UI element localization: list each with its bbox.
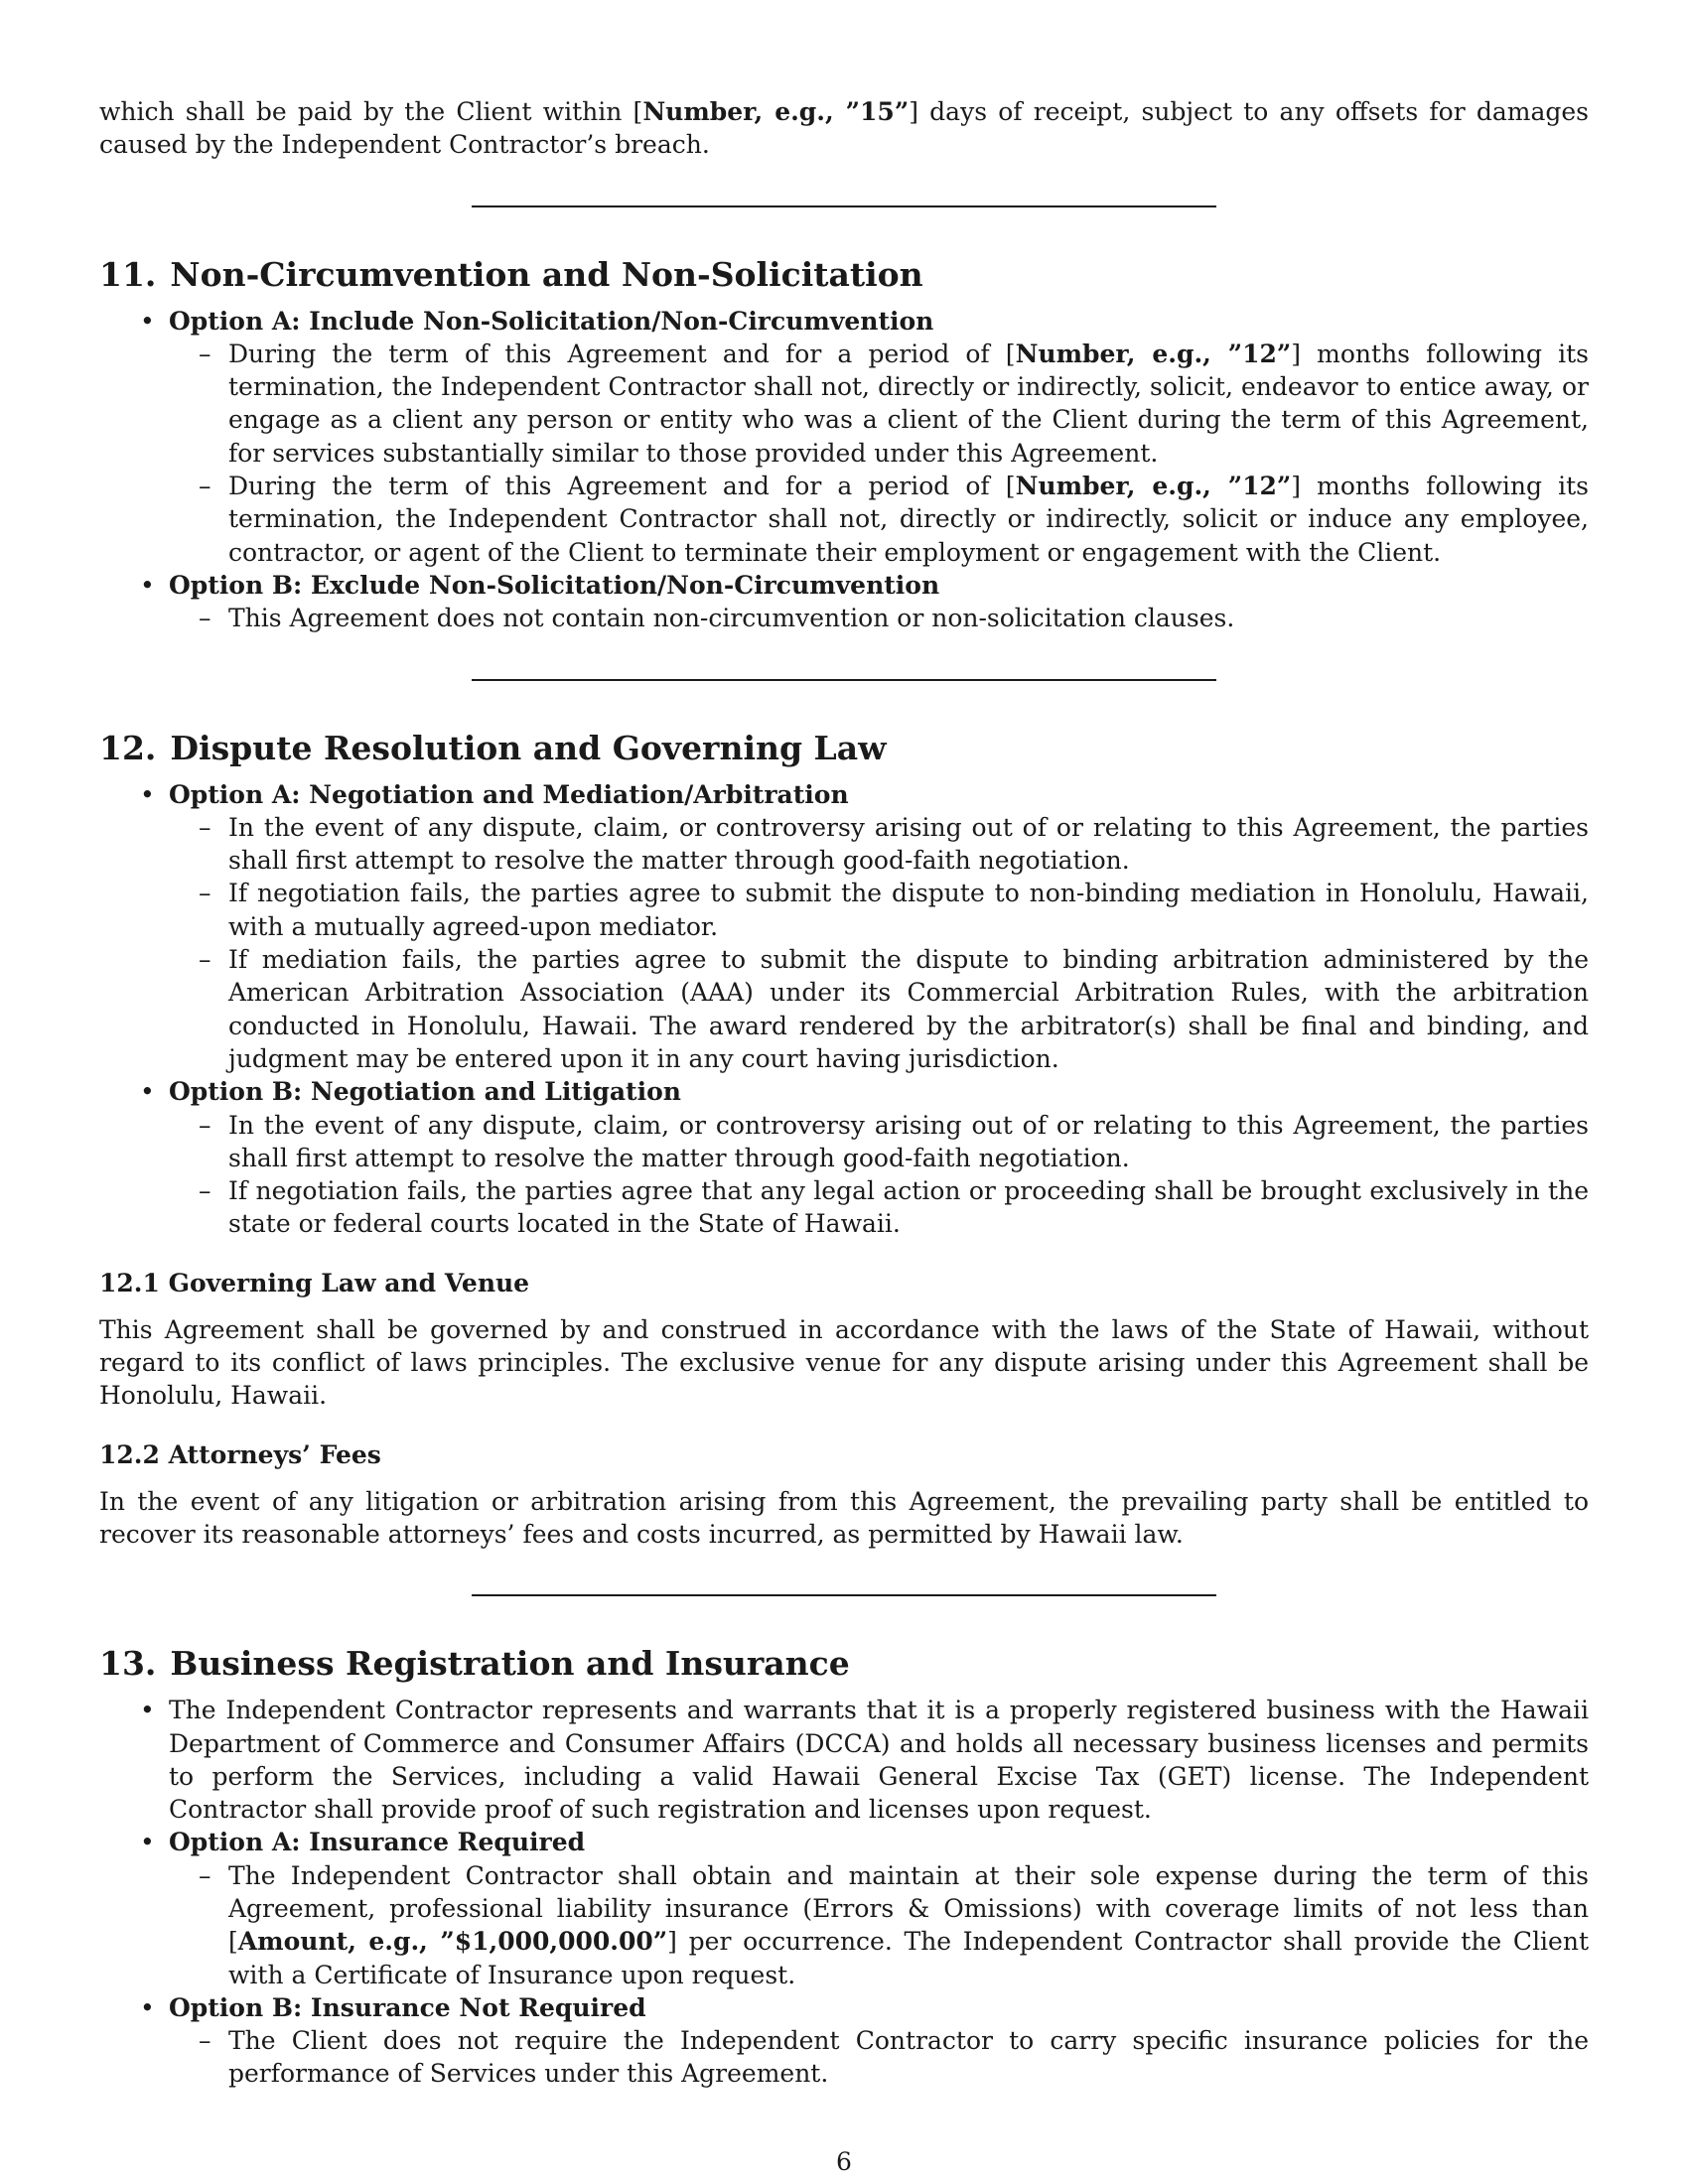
sub-list-item: [228, 1859, 1589, 1991]
section-number: 11.: [99, 254, 157, 294]
text: During the term of this Agreement and for a period of [: [228, 339, 1016, 368]
section-11-list: [99, 305, 1589, 635]
sub-list: [169, 811, 1589, 1075]
sub-list-item: – If mediation fails, the parties agree to submit the dispute to binding arbitration administered by the American Arbitration Association (AAA) under its Commercial Arbitration Rules, with the arbitration conducted in Honolulu, Hawaii. The award rendered by the arbitrator(s) shall be final and binding, and judgment may be entered upon it in any court having jurisdiction.: [228, 943, 1589, 1075]
option-label: Option A: Include Non-Solicitation/Non-Circumvention: [169, 306, 934, 336]
option-label: Option B: Negotiation and Litigation: [169, 1077, 681, 1107]
option-label: Option B: Exclude Non-Solicitation/Non-Circumvention: [169, 570, 940, 600]
section-13-list: [99, 1694, 1589, 2091]
subsection-12-1-text: This Agreement shall be governed by and construed in accordance with the laws of the State of Hawaii, without regard to its conflict of laws principles. The exclusive venue for any dispute arising under this Agreement shall be Honolulu, Hawaii.: [99, 1314, 1589, 1411]
sub-list-item: [228, 338, 1589, 470]
sub-list-item: [228, 470, 1589, 569]
text: The Independent Contractor shall obtain and maintain at their sole expense during the term of this Agreement, professional liability insurance (Errors & Omissions) with coverage limits of not less than [: [228, 1860, 1589, 1957]
text: During the term of this Agreement and for a period of [: [228, 472, 1016, 501]
subsection-12-2-text: In the event of any litigation or arbitration arising from this Agreement, the prevailing party shall be entitled to recover its reasonable attorneys’ fees and costs incurred, as permitted by Hawaii law.: [99, 1486, 1589, 1549]
placeholder: Number, e.g., ”12”: [1015, 472, 1292, 501]
list-item: • The Independent Contractor represents and warrants that it is a properly registered business with the Hawaii Department of Commerce and Consumer Affairs (DCCA) and holds all necessary business licenses and permits to perform the Services, including a valid Hawaii General Excise Tax (GET) license. The Independent Contractor shall provide proof of such registration and licenses upon request.: [169, 1694, 1589, 1826]
list-item: [169, 569, 1589, 635]
document-page: [99, 95, 1589, 2091]
option-label: Option A: Insurance Required: [169, 1828, 586, 1857]
sub-list: [169, 338, 1589, 569]
list-item: [169, 305, 1589, 569]
section-title: Non-Circumvention and Non-Solicitation: [170, 254, 923, 294]
section-title: Business Registration and Insurance: [170, 1644, 850, 1684]
section-divider: [472, 679, 1216, 681]
section-number: 13.: [99, 1644, 157, 1684]
section-12-list: [99, 778, 1589, 1241]
sub-list-item: – In the event of any dispute, claim, or controversy arising out of or relating to this Agreement, the parties shall first attempt to resolve the matter through good-faith negotiation.: [228, 811, 1589, 878]
list-item: [169, 1826, 1589, 1990]
option-label: Option A: Negotiation and Mediation/Arbitration: [169, 779, 849, 809]
subsection-12-1-heading: 12.1 Governing Law and Venue: [99, 1268, 530, 1297]
text: ] per occurrence. The Independent Contractor shall provide the Client with a Certificate of Insurance upon request.: [228, 1927, 1589, 1989]
intro-text-2: ] days of receipt, subject to any offsets for damages caused by the Independent Contractor’s breach.: [99, 97, 1589, 160]
list-item: [169, 1075, 1589, 1240]
section-divider: [472, 1594, 1216, 1596]
intro-paragraph: [99, 95, 1589, 162]
sub-list-item: – This Agreement does not contain non-circumvention or non-solicitation clauses.: [228, 602, 1589, 634]
sub-list-item: – The Client does not require the Independent Contractor to carry specific insurance policies for the performance of Services under this Agreement.: [228, 2024, 1589, 2091]
section-13-heading: [99, 1644, 1589, 1684]
sub-list: [169, 1859, 1589, 1991]
intro-text-1: which shall be paid by the Client within [: [99, 97, 643, 126]
page-number: 6: [836, 2147, 852, 2176]
sub-list: [169, 602, 1589, 634]
text: ] months following its termination, the Independent Contractor shall not, directly or indirectly, solicit or induce any employee, contractor, or agent of the Client to terminate their employment or engagement with the Client.: [228, 472, 1589, 567]
text: ] months following its termination, the Independent Contractor shall not, directly or indirectly, solicit, endeavor to entice away, or engage as a client any person or entity who was a client of the Client during the term of this Agreement, for services substantially similar to those provided under this Agreement.: [228, 339, 1589, 468]
sub-list-item: – In the event of any dispute, claim, or controversy arising out of or relating to this Agreement, the parties shall first attempt to resolve the matter through good-faith negotiation.: [228, 1109, 1589, 1175]
sub-list-item: – If negotiation fails, the parties agree to submit the dispute to non-binding mediation in Honolulu, Hawaii, with a mutually agreed-upon mediator.: [228, 877, 1589, 943]
subsection-12-2-heading: 12.2 Attorneys’ Fees: [99, 1439, 381, 1469]
sub-list: [169, 2024, 1589, 2091]
section-11-heading: [99, 255, 1589, 295]
intro-placeholder: Number, e.g., ”15”: [642, 97, 910, 126]
section-title: Dispute Resolution and Governing Law: [170, 728, 887, 767]
placeholder: Number, e.g., ”12”: [1015, 339, 1292, 368]
list-item: [169, 1991, 1589, 2091]
section-divider: [472, 205, 1216, 207]
list-item: [169, 778, 1589, 1076]
sub-list: [169, 1109, 1589, 1241]
placeholder: Amount, e.g., ”$1,000,000.00”: [237, 1927, 668, 1957]
option-label: Option B: Insurance Not Required: [169, 1992, 646, 2022]
section-number: 12.: [99, 728, 157, 767]
sub-list-item: – If negotiation fails, the parties agree that any legal action or proceeding shall be brought exclusively in the state or federal courts located in the State of Hawaii.: [228, 1174, 1589, 1241]
section-12-heading: [99, 729, 1589, 768]
